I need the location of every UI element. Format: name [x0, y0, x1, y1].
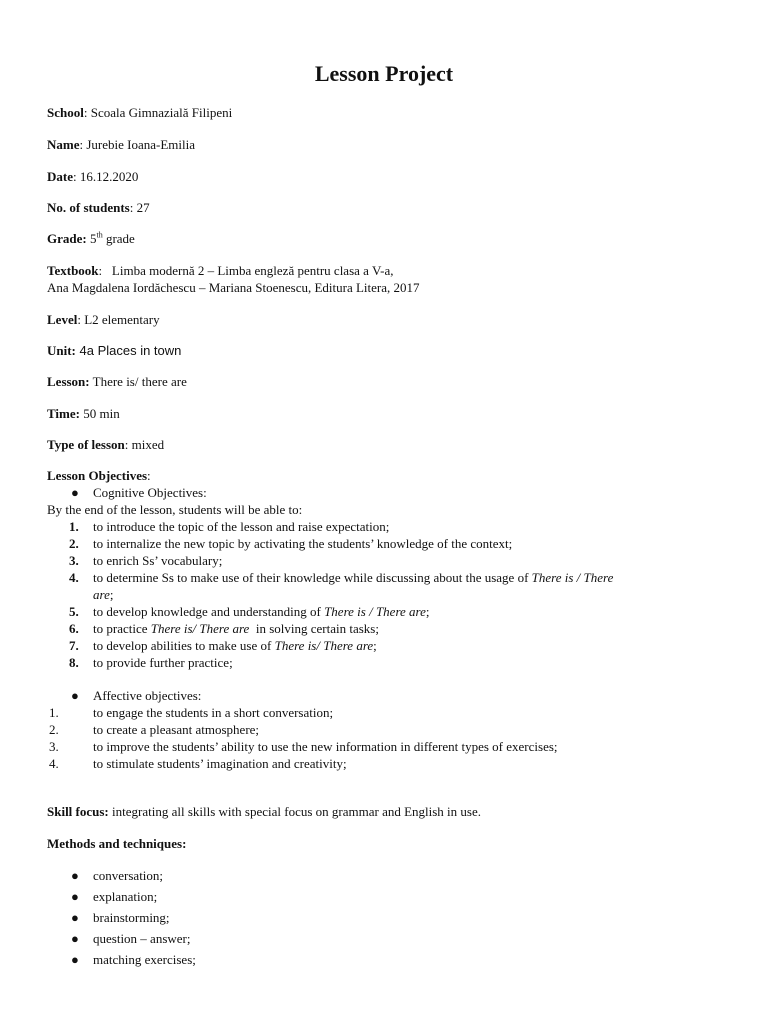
textbook-value-line2: Ana Magdalena Iordăchescu – Mariana Stoenescu, Editura Litera, 2017 [47, 280, 420, 295]
list-number: 3. [49, 739, 59, 754]
textbook-label: Textbook [47, 263, 99, 278]
date-sep: : [73, 169, 77, 184]
list-item [47, 738, 737, 755]
list-item [47, 569, 737, 586]
bullet-icon: ● [71, 889, 79, 904]
bullet-icon: ● [71, 688, 79, 703]
list-text: to stimulate students’ imagination and creativity; [93, 756, 347, 771]
list-text: ; [373, 638, 377, 653]
list-text-italic: are [93, 587, 110, 602]
lesson-field [47, 373, 187, 390]
affective-bullet [47, 687, 737, 704]
lesson-value: There is/ there are [89, 374, 187, 389]
list-item [47, 907, 737, 928]
name-sep: : [79, 137, 84, 152]
list-item [47, 620, 737, 637]
list-item [47, 518, 737, 535]
list-text-italic: There is/ There are [150, 621, 250, 636]
list-item-continuation [47, 586, 737, 603]
list-text: to engage the students in a short conversation; [93, 705, 334, 720]
students-label: No. of students [47, 200, 130, 215]
list-item [47, 949, 737, 970]
list-text: conversation; [93, 868, 164, 883]
type-sep: : [124, 437, 129, 452]
cognitive-list [47, 518, 737, 671]
methods-heading [47, 835, 186, 852]
bullet-icon: ● [71, 485, 79, 500]
list-item [47, 928, 737, 949]
level-sep: : [77, 312, 81, 327]
date-label: Date [47, 169, 73, 184]
list-number: 8. [69, 655, 79, 670]
type-label: Type of lesson [47, 437, 125, 452]
list-text-italic: There is / There [531, 570, 614, 585]
list-text: to create a pleasant atmosphere; [93, 722, 260, 737]
list-number: 6. [69, 621, 79, 636]
affective-label: Affective objectives: [93, 688, 202, 703]
time-label: Time: [47, 406, 80, 421]
list-text: to enrich Ss’ vocabulary; [93, 553, 223, 568]
level-field [47, 311, 160, 328]
list-number: 5. [69, 604, 79, 619]
list-item [47, 704, 737, 721]
list-item [47, 886, 737, 907]
time-value: 50 min [79, 406, 120, 421]
unit-value: 4a Places in town [75, 343, 182, 358]
skill-focus-label: Skill focus: [47, 804, 109, 819]
list-number: 3. [69, 553, 79, 568]
cognitive-bullet [47, 484, 737, 501]
list-item [47, 654, 737, 671]
students-sep: : [129, 200, 134, 215]
document-title: Lesson Project [314, 61, 454, 86]
list-item [47, 755, 737, 772]
students-value: 27 [133, 200, 150, 215]
bullet-icon: ● [71, 910, 79, 925]
bullet-icon: ● [71, 952, 79, 967]
methods-heading-text: Methods and techniques: [47, 836, 187, 851]
school-label: School [47, 105, 84, 120]
list-text: to provide further practice; [93, 655, 233, 670]
list-item [47, 865, 737, 886]
list-item [47, 637, 737, 654]
list-text: to introduce the topic of the lesson and raise expectation; [93, 519, 390, 534]
list-item [47, 721, 737, 738]
unit-label: Unit: [47, 343, 76, 358]
list-text: to internalize the new topic by activating the students’ knowledge of the context; [93, 536, 513, 551]
skill-focus-value: integrating all skills with special focus on grammar and English in use. [108, 804, 481, 819]
date-value: 16.12.2020 [76, 169, 139, 184]
name-value: Jurebie Ioana-Emilia [83, 137, 196, 152]
cognitive-label: Cognitive Objectives: [93, 485, 207, 500]
time-field [47, 405, 120, 422]
list-text: in solving certain tasks; [249, 621, 379, 636]
level-label: Level [47, 312, 78, 327]
textbook-field [47, 262, 420, 296]
school-sep: : [83, 105, 88, 120]
list-text: to practice [93, 621, 151, 636]
level-value: L2 elementary [80, 312, 160, 327]
bullet-icon: ● [71, 931, 79, 946]
list-item [47, 535, 737, 552]
skill-focus-field [47, 803, 481, 820]
type-field [47, 436, 164, 453]
list-text: to develop knowledge and understanding of [93, 604, 325, 619]
school-value: Scoala Gimnazială Filipeni [87, 105, 233, 120]
list-text: matching exercises; [93, 952, 196, 967]
date-field [47, 168, 138, 185]
list-number: 7. [69, 638, 79, 653]
objectives-intro: By the end of the lesson, students will be able to: [47, 502, 303, 517]
list-number: 2. [49, 722, 59, 737]
textbook-value: Limba modernă 2 – Limba engleză pentru clasa a V-a, [102, 263, 394, 278]
affective-list [47, 704, 737, 772]
bullet-icon: ● [71, 868, 79, 883]
list-text: to develop abilities to make use of [93, 638, 275, 653]
list-text: to determine Ss to make use of their knowledge while discussing about the usage of [93, 570, 532, 585]
list-number: 4. [69, 570, 79, 585]
list-text: ; [109, 587, 114, 602]
list-text: explanation; [93, 889, 158, 904]
list-text: brainstorming; [93, 910, 170, 925]
school-field [47, 104, 232, 121]
list-item [47, 603, 737, 620]
list-item [47, 552, 737, 569]
grade-label: Grade: [47, 231, 87, 246]
unit-field [47, 342, 181, 359]
list-text: ; [425, 604, 430, 619]
grade-value-rest: grade [102, 231, 135, 246]
grade-field [47, 230, 135, 247]
name-field [47, 136, 195, 153]
list-text: to improve the students’ ability to use the new information in different types of exercises; [93, 739, 558, 754]
list-number: 2. [69, 536, 79, 551]
list-text-italic: There is / There are [324, 604, 426, 619]
type-value: mixed [128, 437, 165, 452]
objectives-heading: Lesson Objectives [47, 468, 148, 483]
grade-value-sup: th [96, 230, 103, 240]
list-number: 4. [49, 756, 59, 771]
grade-value-num: 5 [86, 231, 97, 246]
list-number: 1. [49, 705, 59, 720]
objectives-heading-sep: : [147, 468, 151, 483]
students-field [47, 199, 150, 216]
name-label: Name [47, 137, 80, 152]
objectives-section [47, 467, 737, 671]
list-text-italic: There is/ There are [274, 638, 374, 653]
textbook-sep: : [98, 263, 103, 278]
lesson-label: Lesson: [47, 374, 90, 389]
affective-section [47, 687, 737, 772]
methods-list [47, 865, 737, 970]
list-text: question – answer; [93, 931, 191, 946]
list-number: 1. [69, 519, 79, 534]
